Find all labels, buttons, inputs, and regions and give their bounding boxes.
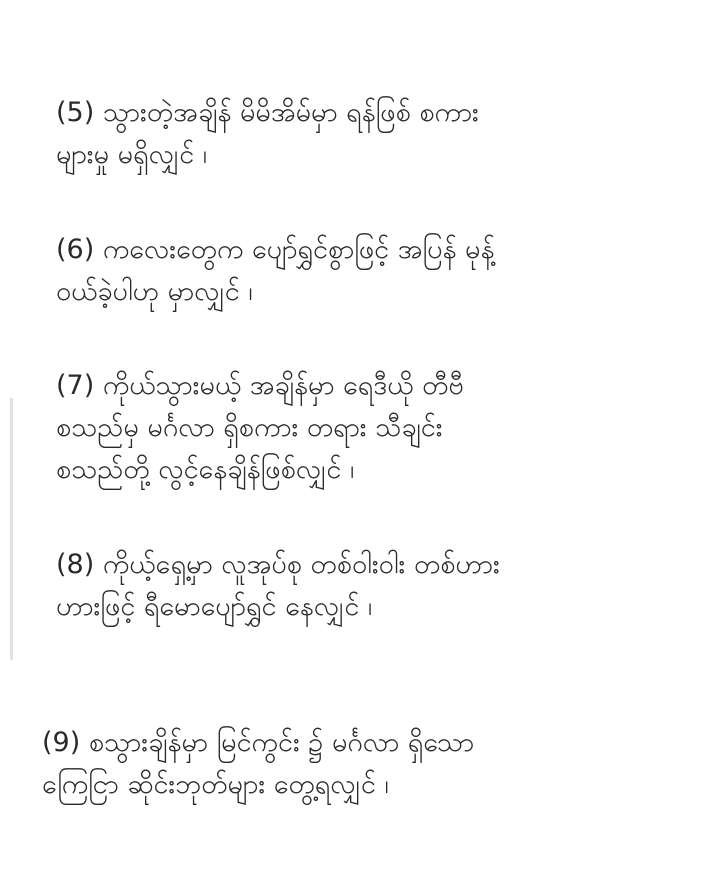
item-5-line-2: များမှု မရှိလျှင် ၊ [56,139,208,170]
list-item-8 [56,544,500,628]
item-9-line-2: ကြေငြာ ဆိုင်းဘုတ်များ တွေ့ရလျှင် ၊ [42,769,389,800]
item-8-line-2: ဟားဖြင့် ရီမောပျော်ရွှင် နေလျှင် ၊ [56,591,373,622]
item-6-line-2: ဝယ်ခဲ့ပါဟု မှာလျှင် ၊ [56,276,253,307]
list-item-6 [56,229,494,313]
item-5-line-1: (5) သွားတဲ့အချိန် မိမိအိမ်မှာ ရန်ဖြစ် စကား [56,97,479,128]
item-7-line-2: စသည်မှ မင်္ဂလာ ရှိစကား တရား သီချင်း [56,412,443,443]
list-item-5 [56,92,479,176]
left-edge-divider [10,398,13,660]
list-item-7 [56,365,464,491]
item-9-line-1: (9) စသွားချိန်မှာ မြင်ကွင်း ၌ မင်္ဂလာ ရှိသော [42,727,475,758]
item-7-line-3: စသည်တို့ လွင့်နေချိန်ဖြစ်လျှင် ၊ [56,454,355,485]
item-6-line-1: (6) ကလေးတွေက ပျော်ရွှင်စွာဖြင့် အပြန် မုန့် [56,234,495,265]
item-8-line-1: (8) ကိုယ့်ရှေ့မှာ လူအုပ်စု တစ်ဝါးဝါး တစ်ဟား [56,549,500,580]
list-item-9 [42,722,474,806]
item-7-line-1: (7) ကိုယ်သွားမယ့် အချိန်မှာ ရေဒီယို တီဗီ [56,370,464,401]
